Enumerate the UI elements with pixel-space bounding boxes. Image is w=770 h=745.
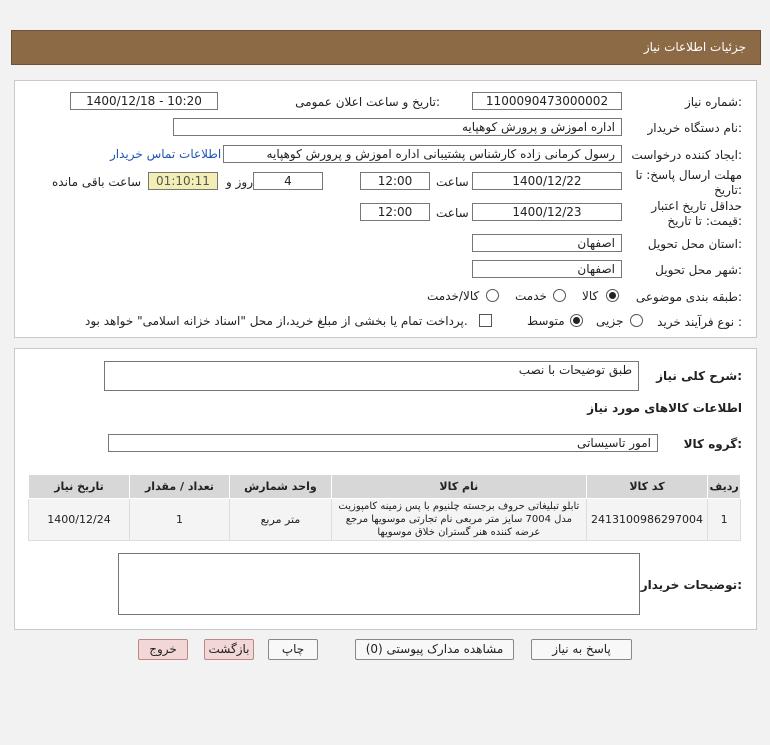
cell-row: 1 [708,499,741,541]
category-radio-goods-service[interactable] [486,289,499,302]
treasury-payment-checkbox[interactable] [479,314,492,327]
process-option-minor: جزیی [596,314,624,328]
goods-table-header [29,475,741,499]
process-option-medium: متوسط [527,314,565,328]
process-radio-medium[interactable] [570,314,583,327]
province-label: استان محل تحویل: [647,237,742,251]
category-option-goods: کالا [582,289,599,303]
process-radio-minor[interactable] [630,314,643,327]
validity-time-field: 12:00 [360,203,430,221]
col-code: کد کالا [586,475,707,499]
announce-label: تاریخ و ساعت اعلان عمومی: [295,95,440,109]
col-unit: واحد شمارش [229,475,331,499]
category-option-service: خدمت [515,289,547,303]
deadline-date-field: 1400/12/22 [472,172,622,190]
col-row: ردیف [708,475,741,499]
group-label: گروه کالا: [683,437,742,451]
cell-qty: 1 [130,499,230,541]
validity-time-label: ساعت [436,206,469,220]
exit-button[interactable]: خروج [138,639,188,660]
col-qty: تعداد / مقدار [130,475,230,499]
requester-label: ایجاد کننده درخواست: [631,148,742,162]
print-button[interactable]: چاپ [268,639,318,660]
validity-label: حداقل تاریخ اعتبار قیمت: تا تاریخ: [651,199,742,228]
buyer-notes-field [118,553,640,615]
category-option-goods-service: کالا/خدمت [427,289,480,303]
desc-field: طبق توضیحات با نصب [104,361,639,391]
goods-info-title: اطلاعات کالاهای مورد نیاز [587,401,742,415]
city-label: شهر محل تحویل: [655,263,742,277]
col-name: نام کالا [331,475,586,499]
cell-code: 2413100986297004 [586,499,707,541]
category-radio-service[interactable] [553,289,566,302]
group-field: امور تاسیساتی [108,434,658,452]
attachments-button[interactable]: مشاهده مدارک پیوستی (0) [355,639,514,660]
validity-date-field: 1400/12/23 [472,203,622,221]
remaining-label: ساعت باقی مانده [52,175,142,189]
deadline-time-label: ساعت [436,175,469,189]
days-label: روز و [226,175,253,189]
city-field: اصفهان [472,260,622,278]
back-button[interactable]: بازگشت [204,639,254,660]
treasury-payment-note: پرداخت تمام یا بخشی از مبلغ خرید،از محل "اسناد خزانه اسلامی" خواهد بود. [85,314,468,328]
category-label: طبقه بندی موضوعی: [635,290,742,304]
buyer-org-field: اداره اموزش و پرورش کوهپایه [173,118,622,136]
remaining-days-field: 4 [253,172,323,190]
page-title: جزئیات اطلاعات نیاز [643,40,746,54]
need-number-label: شماره نیاز: [684,95,742,109]
buyer-org-label: نام دستگاه خریدار: [647,121,742,135]
table-row [29,499,741,541]
cell-name: تابلو تبلیغاتی حروف برجسته چلنیوم با پس زمینه کامپوزیت مدل 7004 سایز متر مربعی نام تجارتی موسویها مرجع عرضه کننده هنر گستران خلاق موسویها [331,499,586,541]
announce-field: 1400/12/18 - 10:20 [70,92,218,110]
cell-unit: متر مربع [229,499,331,541]
deadline-label: مهلت ارسال پاسخ: تا تاریخ: [635,168,742,197]
buyer-contact-link[interactable]: اطلاعات تماس خریدار [110,147,222,161]
col-date: تاریخ نیاز [29,475,130,499]
buyer-notes-label: توضیحات خریدار: [640,578,742,592]
need-number-field: 1100090473000002 [472,92,622,110]
category-radio-goods[interactable] [606,289,619,302]
goods-table [28,474,741,541]
page-header [11,30,761,65]
remaining-time-field: 01:10:11 [148,172,218,190]
deadline-time-field: 12:00 [360,172,430,190]
desc-label: شرح کلی نیاز: [656,369,742,383]
province-field: اصفهان [472,234,622,252]
process-label: نوع فرآیند خرید : [657,315,742,329]
requester-field: رسول کرمانی زاده کارشناس پشتیبانی اداره اموزش و پرورش کوهپایه [223,145,622,163]
reply-button[interactable]: پاسخ به نیاز [531,639,632,660]
cell-date: 1400/12/24 [29,499,130,541]
